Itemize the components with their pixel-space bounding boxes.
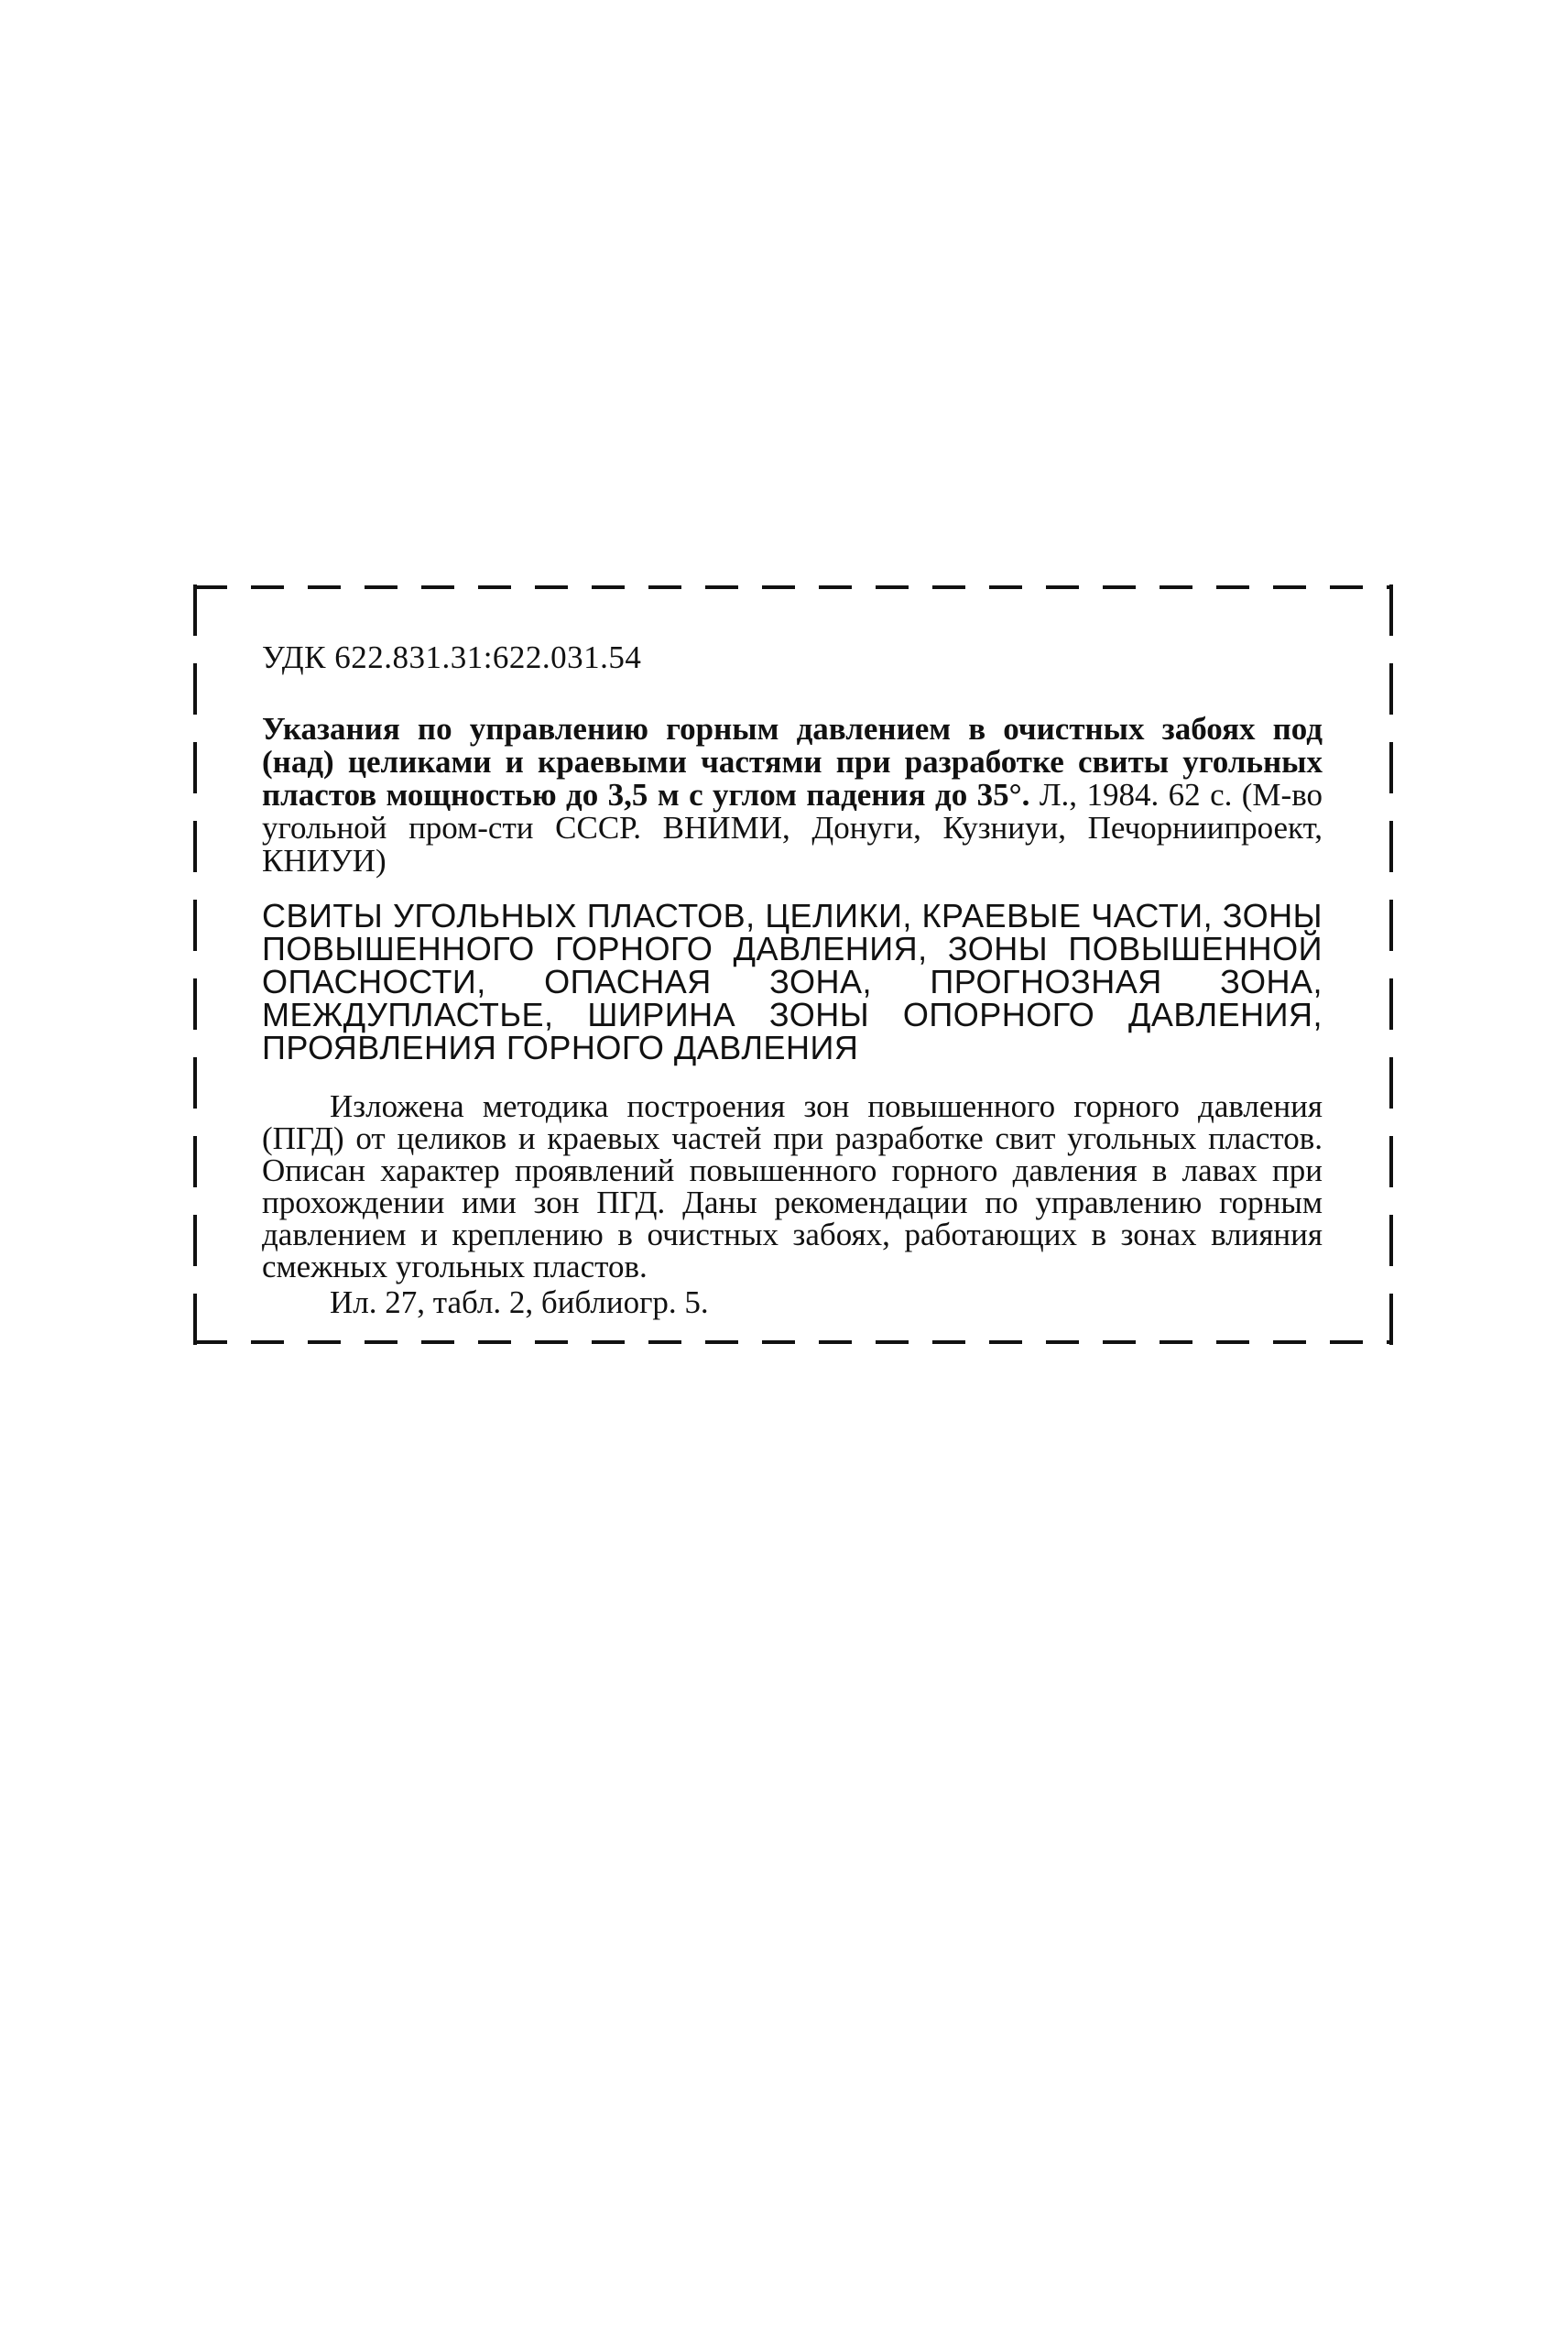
- udk-code: УДК 622.831.31:622.031.54: [262, 639, 642, 675]
- abstract: Изложена методика построения зон повышенного горного давления (ПГД) от целиков и краевых частей при разработке свит угольных пластов. Описан характер проявлений повышенного горного давления в лавах при прохождении ими зон ПГД. Даны рекомендации по управлению горным давлением и креплению в очистных забоях, работающих в зонах влияния смежных угольных пластов.: [262, 1088, 1323, 1284]
- card-content: [262, 639, 1323, 1321]
- illustrations-note: Ил. 27, табл. 2, библиогр. 5.: [330, 1284, 709, 1320]
- bibliographic-description: [262, 713, 1323, 878]
- catalog-card: [192, 584, 1394, 1345]
- keywords: СВИТЫ УГОЛЬНЫХ ПЛАСТОВ, ЦЕЛИКИ, КРАЕВЫЕ ЧАСТИ, ЗОНЫ ПОВЫШЕННОГО ГОРНОГО ДАВЛЕНИЯ, ЗОНЫ ПОВЫШЕННОЙ ОПАСНОСТИ, ОПАСНАЯ ЗОНА, ПРОГНОЗНАЯ ЗОНА, МЕЖДУПЛАСТЬЕ, ШИРИНА ЗОНЫ ОПОРНОГО ДАВЛЕНИЯ, ПРОЯВЛЕНИЯ ГОРНОГО ДАВЛЕНИЯ: [262, 897, 1323, 1066]
- publication-imprint: Л., 1984. 62 с. (М-во угольной пром-сти СССР. ВНИМИ, Донуги, Кузниуи, Печорниипроект, КНИУИ): [262, 777, 1323, 879]
- document-title: Указания по управлению горным давлением в очистных забоях под (над) целиками и краевыми частями при разработке свиты угольных пластов мощностью до 3,5 м с углом падения до 35°.: [262, 711, 1323, 813]
